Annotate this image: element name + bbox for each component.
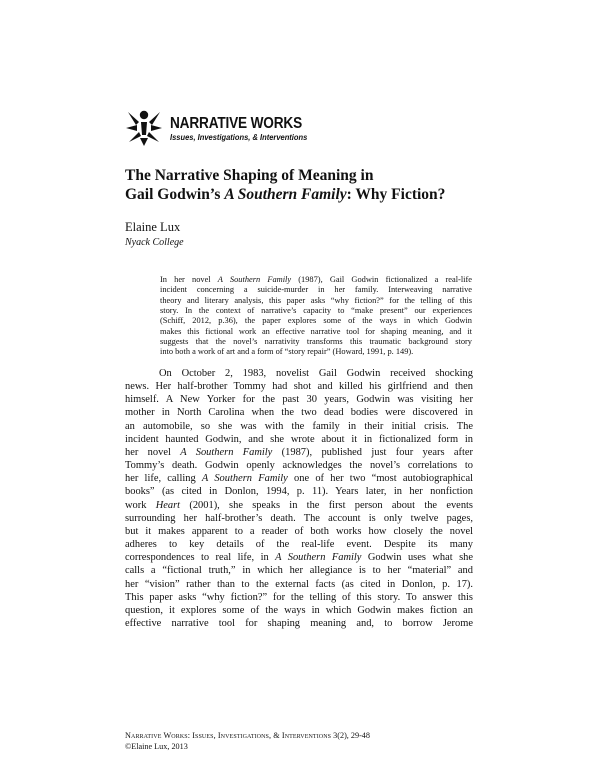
text-run: into both a work of art and a form of “story repair” (Howard, 1991, p. 149). <box>160 347 414 357</box>
text-run: question, it explores some of the ways in which Godwin makes fiction an <box>125 604 473 616</box>
title-line-1: The Narrative Shaping of Meaning in <box>125 167 374 184</box>
text-run: books” (as cited in Donlon, 1994, p. 11). Years later, in her nonfiction <box>125 486 473 498</box>
text-run: one of her two “most autobiographical <box>287 473 473 485</box>
text-run: (1987), published just four years after <box>272 446 473 458</box>
body-text <box>125 367 473 630</box>
text-run: surrounding her half-brother’s death. The account is only twelve pages, <box>125 512 473 524</box>
body-line <box>125 459 473 472</box>
body-line <box>125 472 473 485</box>
italic-title-ref: A Southern Family <box>180 446 273 458</box>
body-line <box>125 499 473 512</box>
text-run: On October 2, 1983, novelist Gail Godwin received shocking <box>159 368 473 379</box>
body-line <box>125 538 473 551</box>
body-line <box>125 604 473 617</box>
abstract-line <box>160 337 472 347</box>
body-line <box>125 485 473 498</box>
footer-volume-pages: 3(2), 29-48 <box>331 731 370 740</box>
italic-title-ref: Heart <box>155 499 181 511</box>
journal-logo <box>124 108 314 150</box>
text-run: work <box>125 499 156 511</box>
abstract-line <box>160 285 472 295</box>
body-line <box>125 367 473 380</box>
page-footer <box>125 730 370 752</box>
text-run: This paper asks “why fiction?” for the telling of this story. To answer this <box>125 591 473 603</box>
article-title <box>125 166 505 204</box>
author-affiliation: Nyack College <box>125 237 184 248</box>
text-run: mother in North Carolina when the two dead bodies were discovered in <box>125 407 473 419</box>
text-run: Tommy’s death. Godwin openly acknowledges the novel’s correlations to <box>125 460 473 472</box>
title-line-2-suffix: : Why Fiction? <box>346 186 446 203</box>
body-line <box>125 406 473 419</box>
italic-title-ref: A Southern Family <box>217 275 292 284</box>
body-line <box>125 433 473 446</box>
text-run: adheres to key details of the real-life event. Despite its many <box>125 539 473 551</box>
text-run: (2001), she speaks in the first person about the events <box>180 499 473 511</box>
text-run: incident concerning a suicide-murder in her family. Interweaving narrative <box>160 285 472 295</box>
body-line <box>125 525 473 538</box>
abstract-line <box>160 347 472 357</box>
abstract-line <box>160 306 472 316</box>
body-line <box>125 420 473 433</box>
text-run: In her novel <box>160 275 218 284</box>
abstract-line <box>160 296 472 306</box>
text-run: makes this fictional work an effective narrative tool for shaping meaning, and it <box>160 326 472 336</box>
text-run: (1987), Gail Godwin fictionalized a real-life <box>291 275 472 284</box>
abstract-line <box>160 316 472 326</box>
italic-title-ref: A Southern Family <box>201 473 288 485</box>
abstract <box>160 275 472 358</box>
journal-name: NARRATIVE WORKS <box>170 115 302 132</box>
body-line <box>125 551 473 564</box>
text-run: correspondences to real life, in <box>125 552 276 564</box>
text-run: Godwin uses what she <box>361 552 473 564</box>
text-run: news. Her half-brother Tommy had shot and killed his girlfriend and then <box>125 381 473 393</box>
body-line <box>125 512 473 525</box>
text-run: but it makes apparent to a reader of both works how closely the novel <box>125 525 473 537</box>
text-run: (Schiff, 2012, p.36), the paper explores some of the ways in which Godwin <box>160 316 472 326</box>
title-line-2-prefix: Gail Godwin’s <box>125 186 225 203</box>
author-name: Elaine Lux <box>125 220 181 234</box>
body-line <box>125 446 473 459</box>
text-run: incident haunted Godwin, and she wrote about it in fictionalized form in <box>125 433 473 445</box>
journal-subtitle: Issues, Investigations, & Interventions <box>170 133 308 142</box>
footer-journal-name: Narrative Works: Issues, Investigations, & Interventions <box>125 731 332 740</box>
body-line <box>125 617 473 630</box>
text-run: her “vision” rather than to the external facts (as cited in Donlon, p. 17). <box>125 578 473 590</box>
text-run: calls a “fictional truth,” in which her allegiance is to her “material” and <box>125 565 473 577</box>
text-run: story. In the context of narrative’s capacity to “make present” our experiences <box>160 306 472 316</box>
text-run: her novel <box>125 446 181 458</box>
text-run: theory and literary analysis, this paper asks “why fiction?” for the telling of this <box>160 295 472 305</box>
text-run: suggests that the novel’s narrativity transforms this traumatic background story <box>160 337 472 347</box>
title-line-2 <box>125 185 505 204</box>
body-line <box>125 380 473 393</box>
title-line-2-italic: A Southern Family <box>224 186 347 203</box>
body-line <box>125 578 473 591</box>
body-line <box>125 591 473 604</box>
footer-copyright: ©Elaine Lux, 2013 <box>125 742 188 751</box>
narrative-works-logo-icon <box>124 108 164 148</box>
text-run: effective narrative tool for shaping meaning and, to borrow Jerome <box>125 617 473 629</box>
abstract-line <box>160 327 472 337</box>
body-line <box>125 564 473 577</box>
text-run: himself. A New Yorker for the past 30 years, Godwin was visiting her <box>125 394 473 406</box>
italic-title-ref: A Southern Family <box>275 552 362 564</box>
footer-citation <box>125 730 370 741</box>
text-run: her life, calling <box>125 473 202 485</box>
body-line <box>125 393 473 406</box>
text-run: an automobile, so she was with the family in their initial crisis. The <box>125 420 473 432</box>
abstract-line <box>160 275 472 285</box>
